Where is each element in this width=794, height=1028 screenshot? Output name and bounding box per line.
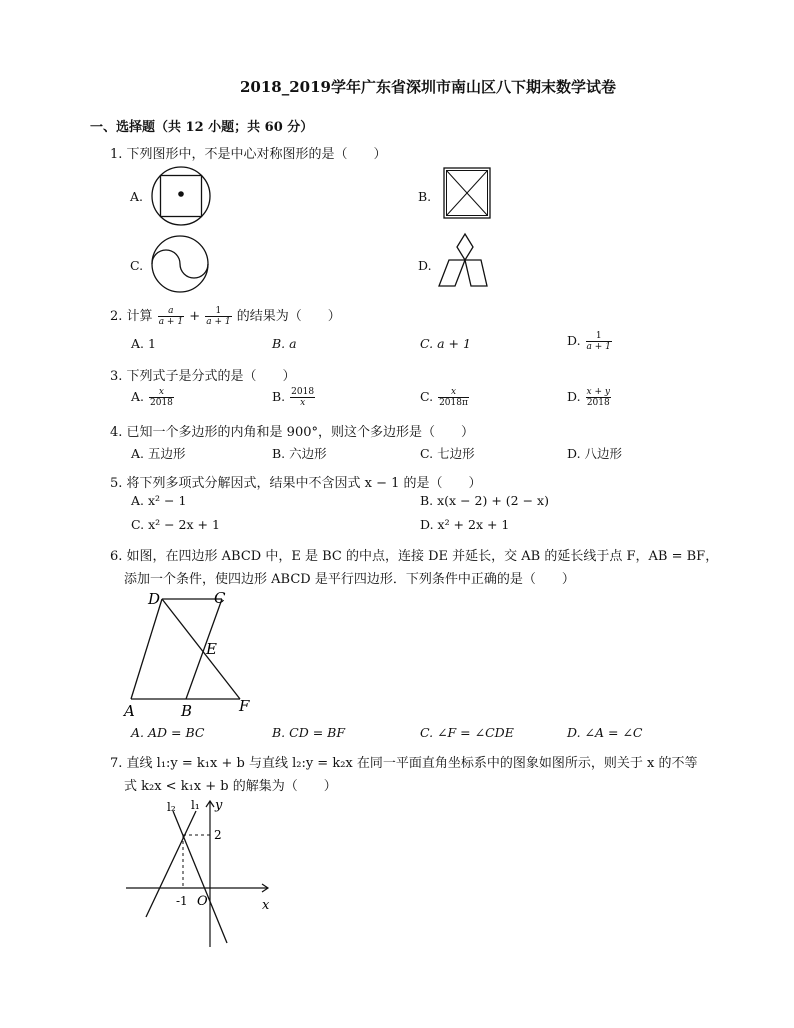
q6-label-b: B <box>181 702 193 720</box>
question-2-stem: 2. 计算 $\frac{a}{a + 1}$ + $\frac{1}{a + 1}$ 的结果为（ ） <box>110 306 341 327</box>
q2-option-b: B. a <box>272 336 297 351</box>
q7-label-origin: O <box>197 894 208 909</box>
q7-figure <box>120 795 280 955</box>
question-3-stem: 3. 下列式子是分式的是（ ） <box>110 369 296 384</box>
q1-option-d-label: D. <box>418 258 432 273</box>
q1-figure-d <box>437 232 499 290</box>
q7-label-two: 2 <box>214 828 222 842</box>
q6-label-f: F <box>239 697 250 715</box>
q5-option-d: D. x² + 2x + 1 <box>420 517 510 532</box>
q6-label-c: C <box>214 589 226 607</box>
q6-option-a: A. AD = BC <box>131 725 205 740</box>
q7-label-l2: l₂ <box>167 800 176 814</box>
q6-label-a: A <box>124 702 135 720</box>
q6-option-c: C. ∠F = ∠CDE <box>420 725 514 740</box>
page-title: 2018_2019学年广东省深圳市南山区八下期末数学试卷 <box>240 78 616 96</box>
q1-figure-b <box>443 167 491 219</box>
q3-option-c: C. $\frac{x}{2018\pi}$ <box>420 387 468 408</box>
section-header: 一、选择题（共 12 小题；共 60 分） <box>90 120 314 135</box>
q1-option-c-label: C. <box>130 258 144 273</box>
q2-option-a: A. 1 <box>131 336 156 351</box>
q4-option-c: C. 七边形 <box>420 446 475 461</box>
q6-option-d: D. ∠A = ∠C <box>567 725 643 740</box>
q2-option-d: D. $\frac{1}{a + 1}$ <box>567 331 611 352</box>
q6-figure <box>118 588 268 720</box>
q4-option-b: B. 六边形 <box>272 446 327 461</box>
q4-option-d: D. 八边形 <box>567 446 623 461</box>
q7-label-y: y <box>215 798 223 813</box>
q3-option-d: D. $\frac{x + y}{2018}$ <box>567 387 610 408</box>
q7-label-x: x <box>262 898 270 913</box>
q6-label-d: D <box>148 590 161 608</box>
question-6-line-1: 6. 如图，在四边形 ABCD 中，E 是 BC 的中点，连接 DE 并延长，交 AB 的延长线于点 F，AB = BF， <box>110 549 719 564</box>
question-6-line-2: 添加一个条件，使四边形 ABCD 是平行四边形．下列条件中正确的是（ ） <box>124 572 575 587</box>
q1-figure-a <box>150 165 212 227</box>
q6-option-b: B. CD = BF <box>272 725 345 740</box>
q5-option-c: C. x² − 2x + 1 <box>131 517 220 532</box>
q5-option-a: A. x² − 1 <box>131 493 187 508</box>
q1-option-b-label: B. <box>418 189 432 204</box>
q6-label-e: E <box>206 640 217 658</box>
question-5-stem: 5. 将下列多项式分解因式，结果中不含因式 x − 1 的是（ ） <box>110 476 482 491</box>
q4-option-a: A. 五边形 <box>131 446 186 461</box>
q1-option-a-label: A. <box>130 189 144 204</box>
question-7-line-1: 7. 直线 l₁:y = k₁x + b 与直线 l₂:y = k₂x 在同一平面直角坐标系中的图象如图所示，则关于 x 的不等 <box>110 756 698 771</box>
question-7-line-2: 式 k₂x < k₁x + b 的解集为（ ） <box>124 779 337 794</box>
q7-label-l1: l₁ <box>191 798 200 812</box>
question-1-stem: 1. 下列图形中，不是中心对称图形的是（ ） <box>110 147 387 162</box>
question-4-stem: 4. 已知一个多边形的内角和是 900°，则这个多边形是（ ） <box>110 425 474 440</box>
q7-label-neg1: -1 <box>176 894 188 908</box>
q3-option-a: A. $\frac{x}{2018}$ <box>131 387 173 408</box>
q5-option-b: B. x(x − 2) + (2 − x) <box>420 493 549 508</box>
q3-option-b: B. $\frac{2018}{x}$ <box>272 387 315 408</box>
q1-figure-c <box>150 234 210 294</box>
q2-option-c: C. a + 1 <box>420 336 471 351</box>
